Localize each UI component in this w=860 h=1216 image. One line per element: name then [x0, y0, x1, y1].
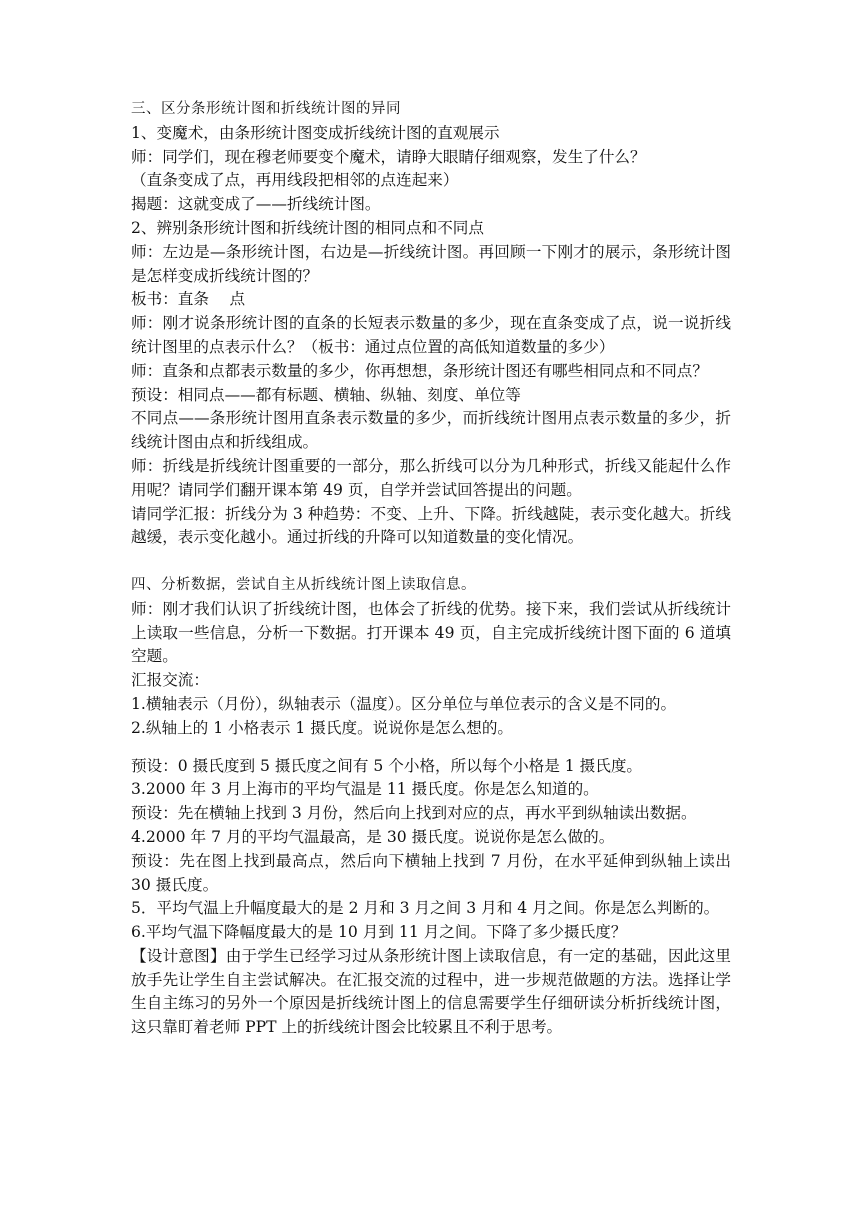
paragraph: 师：同学们，现在穆老师要变个魔术，请睁大眼睛仔细观察，发生了什么？	[131, 147, 646, 166]
document-body	[131, 98, 731, 1040]
paragraph: 请同学汇报：折线分为 3 种趋势：不变、上升、下降。折线越陡，表示变化越大。折线越缓，表示变化越小。通过折线的升降可以知道数量的变化情况。	[131, 504, 731, 547]
paragraph: 5．平均气温上升幅度最大的是 2 月和 3 月之间 3 月和 4 月之间。你是怎么判断的。	[131, 899, 720, 918]
paragraph: 师：左边是—条形统计图，右边是—折线统计图。再回顾一下刚才的展示，条形统计图是怎样变成折线统计图的？	[131, 242, 731, 285]
paragraph: 师：折线是折线统计图重要的一部分，那么折线可以分为几种形式，折线又能起什么作用呢？请同学们翻开课本第 49 页，自学并尝试回答提出的问题。	[131, 456, 731, 499]
paragraph: 预设：0 摄氏度到 5 摄氏度之间有 5 个小格，所以每个小格是 1 摄氏度。	[131, 756, 643, 775]
paragraph: 4.2000 年 7 月的平均气温最高，是 30 摄氏度。说说你是怎么做的。	[131, 827, 615, 846]
paragraph: 2.纵轴上的 1 小格表示 1 摄氏度。说说你是怎么想的。	[131, 718, 514, 737]
paragraph: 【设计意图】由于学生已经学习过从条形统计图上读取信息，有一定的基础，因此这里放手先让学生自主尝试解决。在汇报交流的过程中，进一步规范做题的方法。选择让学生自主练习的另外一个原因是折线统计图上的信息需要学生仔细研读分析折线统计图，这只靠盯着老师 PPT 上的折线统计图会比较累且不利于思考。	[131, 946, 731, 1037]
paragraph: 预设：先在图上找到最高点，然后向下横轴上找到 7 月份，在水平延伸到纵轴上读出 30 摄氏度。	[131, 851, 731, 894]
paragraph: 2、辨别条形统计图和折线统计图的相同点和不同点	[131, 218, 484, 237]
paragraph: 1.横轴表示（月份），纵轴表示（温度）。区分单位与单位表示的含义是不同的。	[131, 694, 677, 713]
paragraph: 师：刚才说条形统计图的直条的长短表示数量的多少，现在直条变成了点，说一说折线统计图里的点表示什么？（板书：通过点位置的高低知道数量的多少）	[131, 314, 731, 356]
paragraph: 3.2000 年 3 月上海市的平均气温是 11 摄氏度。你是怎么知道的。	[131, 780, 599, 799]
paragraph: 师：直条和点都表示数量的多少，你再想想，条形统计图还有哪些相同点和不同点？	[131, 361, 708, 380]
paragraph: 1、变魔术，由条形统计图变成折线统计图的直观展示	[131, 123, 500, 142]
spacer	[131, 550, 731, 574]
section-4-heading: 四、分析数据，尝试自主从折线统计图上读取信息。	[131, 576, 476, 593]
paragraph: （直条变成了点，再用线段把相邻的点连起来）	[131, 171, 459, 190]
section-3-heading: 三、区分条形统计图和折线统计图的异同	[131, 101, 401, 117]
paragraph: 预设：相同点——都有标题、横轴、纵轴、刻度、单位等	[131, 385, 521, 404]
paragraph: 不同点——条形统计图用直条表示数量的多少，而折线统计图用点表示数量的多少，折线统计图由点和折线组成。	[131, 409, 731, 452]
paragraph: 汇报交流：	[131, 671, 209, 690]
paragraph: 6.平均气温下降幅度最大的是 10 月到 11 月之间。下降了多少摄氏度？	[131, 923, 627, 942]
paragraph: 揭题：这就变成了——折线统计图。	[131, 195, 381, 214]
spacer	[131, 741, 731, 755]
paragraph: 板书：直条 点	[131, 290, 246, 309]
paragraph: 预设：先在横轴上找到 3 月份，然后向上找到对应的点，再水平到纵轴读出数据。	[131, 804, 697, 823]
paragraph: 师：刚才我们认识了折线统计图，也体会了折线的优势。接下来，我们尝试从折线统计上读取一些信息，分析一下数据。打开课本 49 页，自主完成折线统计图下面的 6 道填空题。	[131, 599, 731, 666]
